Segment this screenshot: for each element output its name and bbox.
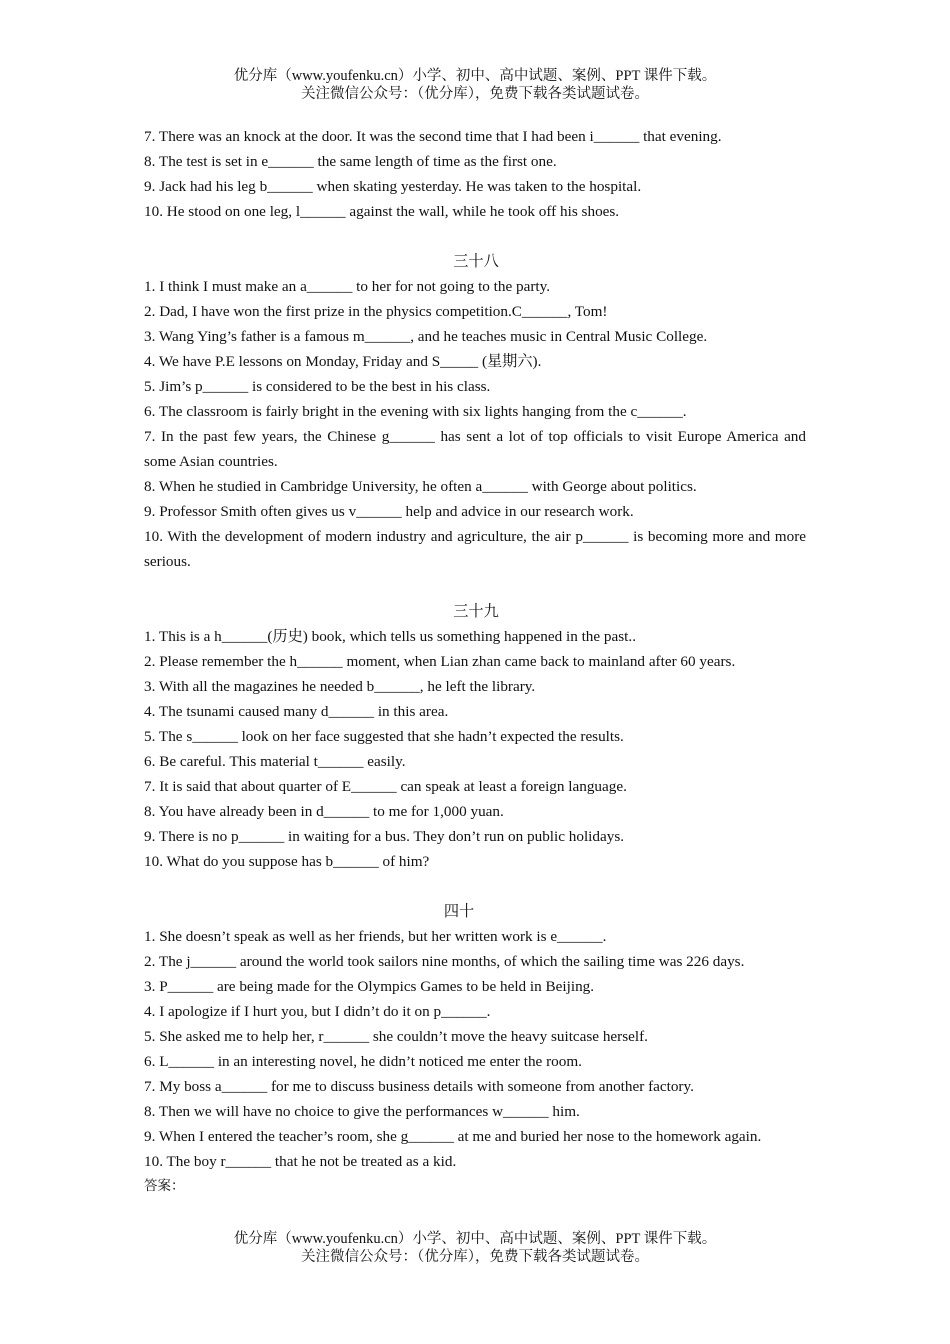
exercise-item: 8. You have already been in d______ to me for 1,000 yuan.	[144, 803, 504, 820]
exercise-item: 2. The j______ around the world took sailors nine months, of which the sailing time was 226 days.	[144, 953, 745, 970]
section-spacer	[144, 874, 806, 899]
exercise-item: 10. He stood on one leg, l______ against the wall, while he took off his shoes.	[144, 203, 620, 220]
header-line-2: 关注微信公众号：（优分库），免费下载各类试题试卷。	[301, 86, 649, 102]
exercise-item: 2. Dad, I have won the first prize in the physics competition.C______, Tom!	[144, 303, 608, 320]
exercise-item: 10. With the development of modern industry and agriculture, the air p______ is becoming more and more serious.	[144, 528, 806, 570]
exercise-item: 3. Wang Ying’s father is a famous m______, and he teaches music in Central Music College.	[144, 328, 708, 345]
section-title: 三十九	[453, 603, 499, 620]
exercise-item: 9. There is no p______ in waiting for a bus. They don’t run on public holidays.	[144, 828, 625, 845]
exercise-item: 10. The boy r______ that he not be treated as a kid.	[144, 1153, 457, 1170]
section-38	[144, 249, 806, 574]
exercise-item: 6. L______ in an interesting novel, he didn’t noticed me enter the room.	[144, 1053, 582, 1070]
exercise-item: 5. The s______ look on her face suggested that she hadn’t expected the results.	[144, 728, 624, 745]
exercise-item: 1. I think I must make an a______ to her for not going to the party.	[144, 278, 551, 295]
page-header	[0, 67, 950, 103]
exercise-item: 9. Professor Smith often gives us v______ help and advice in our research work.	[144, 503, 634, 520]
answer-label: 答案：	[144, 1178, 185, 1193]
exercise-item: 9. Jack had his leg b______ when skating yesterday. He was taken to the hospital.	[144, 178, 642, 195]
exercise-content	[144, 124, 806, 1198]
exercise-item: 7. In the past few years, the Chinese g______ has sent a lot of top officials to visit Europe America and some Asian countries.	[144, 428, 806, 470]
section-spacer	[144, 574, 806, 599]
header-line-1: 优分库（www.youfenku.cn）小学、初中、高中试题、案例、PPT 课件下载。	[233, 68, 717, 84]
exercise-item: 7. My boss a______ for me to discuss business details with someone from another factory.	[144, 1078, 694, 1095]
exercise-item: 2. Please remember the h______ moment, when Lian zhan came back to mainland after 60 years.	[144, 653, 736, 670]
section-spacer	[144, 224, 806, 249]
exercise-item: 4. We have P.E lessons on Monday, Friday and S_____ (星期六).	[144, 353, 542, 370]
exercise-item: 7. There was an knock at the door. It was the second time that I had been i______ that evening.	[144, 128, 722, 145]
exercise-item: 4. I apologize if I hurt you, but I didn’t do it on p______.	[144, 1003, 491, 1020]
exercise-item: 6. Be careful. This material t______ easily.	[144, 753, 406, 770]
section-40	[144, 899, 806, 1174]
exercise-item: 4. The tsunami caused many d______ in this area.	[144, 703, 449, 720]
exercise-item: 5. She asked me to help her, r______ she couldn’t move the heavy suitcase herself.	[144, 1028, 648, 1045]
exercise-item: 3. P______ are being made for the Olympics Games to be held in Beijing.	[144, 978, 595, 995]
exercise-item: 3. With all the magazines he needed b______, he left the library.	[144, 678, 536, 695]
exercise-item: 6. The classroom is fairly bright in the evening with six lights hanging from the c______.	[144, 403, 687, 420]
section-39	[144, 599, 806, 874]
section-title: 四十	[443, 903, 475, 920]
section-title: 三十八	[453, 253, 499, 270]
exercise-item: 5. Jim’s p______ is considered to be the best in his class.	[144, 378, 491, 395]
footer-line-1: 优分库（www.youfenku.cn）小学、初中、高中试题、案例、PPT 课件下载。	[233, 1231, 717, 1247]
exercise-item: 8. When he studied in Cambridge University, he often a______ with George about politics.	[144, 478, 697, 495]
intro-items	[144, 124, 806, 224]
exercise-item: 10. What do you suppose has b______ of him?	[144, 853, 430, 870]
exercise-item: 1. She doesn’t speak as well as her friends, but her written work is e______.	[144, 928, 607, 945]
exercise-item: 1. This is a h______(历史) book, which tells us something happened in the past..	[144, 628, 636, 645]
page-footer	[0, 1230, 950, 1266]
exercise-item: 9. When I entered the teacher’s room, she g______ at me and buried her nose to the homework again.	[144, 1128, 762, 1145]
exercise-item: 8. Then we will have no choice to give the performances w______ him.	[144, 1103, 580, 1120]
exercise-item: 8. The test is set in e______ the same length of time as the first one.	[144, 153, 557, 170]
footer-line-2: 关注微信公众号：（优分库），免费下载各类试题试卷。	[301, 1249, 649, 1265]
exercise-item: 7. It is said that about quarter of E______ can speak at least a foreign language.	[144, 778, 627, 795]
